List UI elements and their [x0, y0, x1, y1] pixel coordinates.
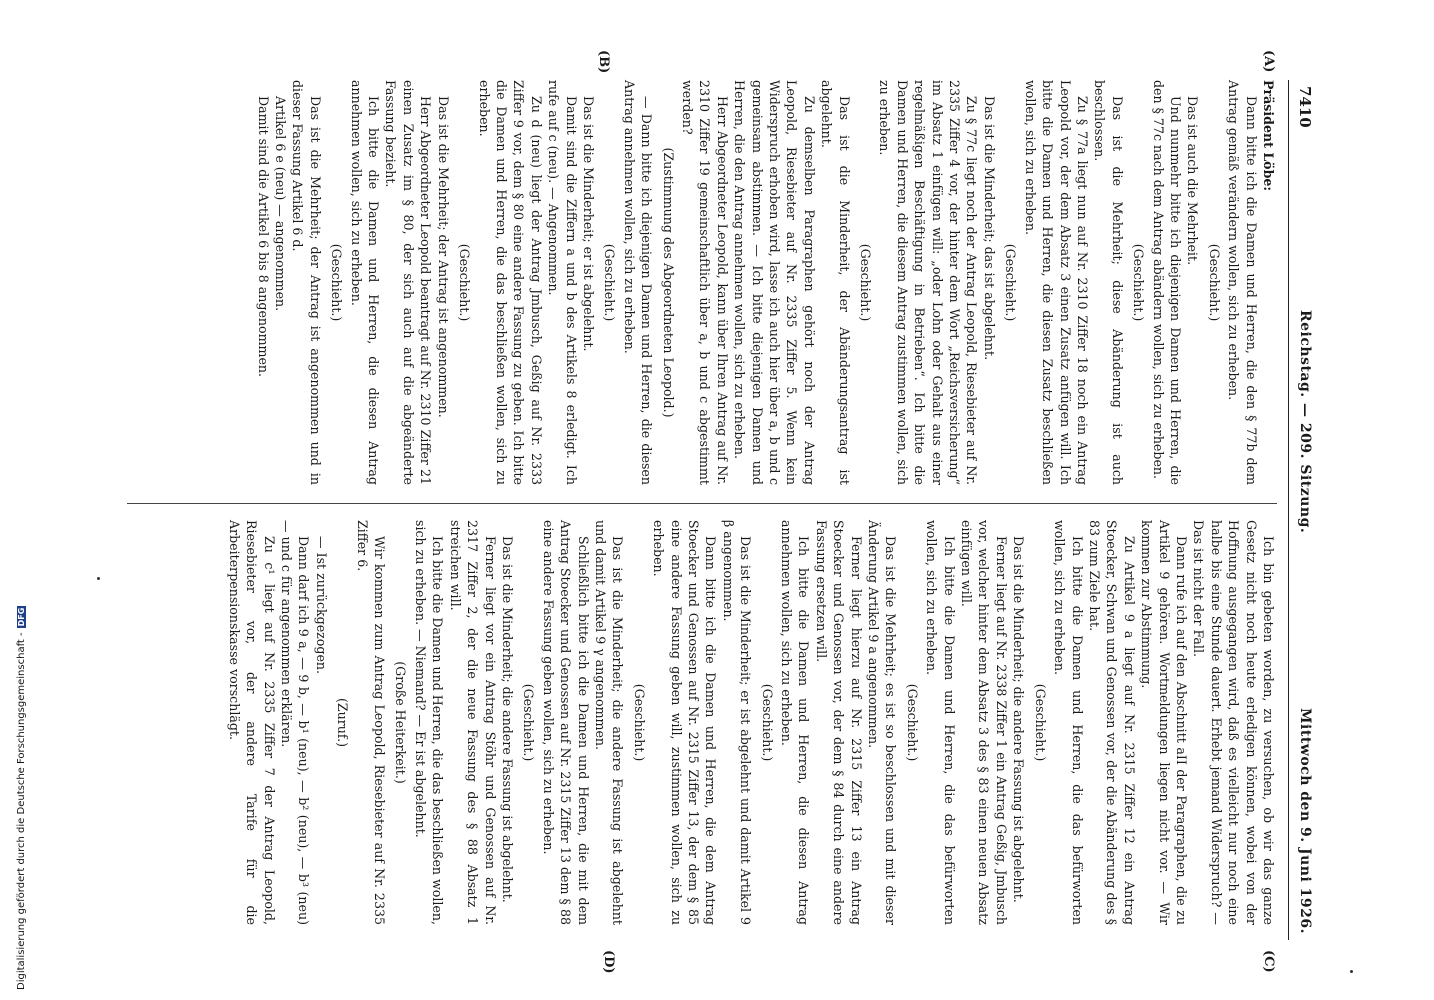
- paragraph: Dann bitte ich die Damen und Herren, die dem Antrag Stoecker und Genossen auf Nr. 2315 Ziffer 13, der dem § 85 eine andere Fassung geben will, zustimmen wollen, sich zu erheben.: [651, 520, 719, 925]
- digitization-footer: [0, 0, 27, 1000]
- paragraph: Dann bitte ich die Damen und Herren, die den § 77b dem Antrag gemäß verändern wollen, sich zu erheben.: [1226, 80, 1259, 485]
- remark: (Geschieht.): [602, 243, 618, 322]
- page-header: [1288, 80, 1317, 940]
- paragraph: Zu Artikel 9 a liegt auf Nr. 2315 Ziffer 12 ein Antrag Stoecker, Schwan und Genossen vor, der die Abänderung des § 83 zum Ziele hat.: [1086, 520, 1137, 925]
- remark: (Geschieht.): [1206, 243, 1222, 322]
- remark: (Geschieht.): [329, 243, 345, 322]
- paragraph: Das ist die Minderheit; die andere Fassung ist abgelehnt.: [499, 536, 515, 903]
- margin-marker-c: (C): [1261, 950, 1276, 973]
- header-date: Mittwoch den 9. Juni 1926.: [1297, 708, 1313, 934]
- paragraph: Ich bin gebeten worden, zu versuchen, ob wir das ganze Gesetz nicht noch heute erledigen können, wobei von der Hoffnung ausgegangen wird, daß es vielleicht nur noch eine halbe bis eine Stunde dauert. Erhebt jemand Widerspruch? — Das ist nicht der Fall.: [1191, 520, 1276, 925]
- speaker-label: Präsident Löbe:: [1261, 80, 1276, 192]
- paragraph: Ferner liegt auf Nr. 2338 Ziffer 1 ein Antrag Geßig, Jmbusch vor, welcher hinter dem Absatz 3 des § 83 einen neuen Absatz einfügen will.: [959, 520, 1009, 925]
- remark: (Geschieht.): [759, 683, 775, 762]
- paragraph: Ich bitte die Damen und Herren, die das befürworten wollen, sich zu erheben.: [924, 520, 957, 925]
- paragraph: Zu demselben Paragraphen gehört noch der Antrag Leopold, Riesebieter auf Nr. 2335 Ziffer 5. Wenn kein Widerspruch erhoben wird, lasse ich auch hier über a, b und c gemeinsam abstimmen. — Ich bitte diejenigen Damen und Herren, die den Antrag annehmen wollen, sich zu erheben.: [732, 80, 817, 485]
- remark: (Geschieht.): [1032, 683, 1048, 762]
- paragraph: Zu c¹ liegt auf Nr. 2335 Ziffer 7 der Antrag Leopold, Riesebieter vor, der andere Tarife für die Arbeiterpensionskasse vorschlägt.: [226, 520, 277, 925]
- header-session: Reichstag. — 209. Sitzung.: [1297, 310, 1313, 534]
- paragraph: Dann rufe ich auf den Abschnitt aII der Paragraphen, die zu Artikel 9 gehören. Wortmeldungen liegen nicht vor. — Wir kommen zur Abstimmung.: [1139, 520, 1189, 925]
- paragraph: Ich bitte die Damen und Herren, die das beschließen wollen, sich zu erheben. — Niemand? — Er ist abgelehnt.: [412, 520, 446, 925]
- paragraph: Damit sind die Artikel 6 bis 8 angenommen.: [255, 96, 271, 378]
- column-divider: [127, 503, 1277, 504]
- paragraph: — Dann bitte ich diejenigen Damen und Herren, die diesen Antrag annehmen wollen, sich zu erheben.: [621, 80, 655, 485]
- paragraph: Ich bitte die Damen und Herren, die das befürworten wollen, sich zu erheben.: [1052, 520, 1085, 925]
- paragraph: Damit sind die Ziffern a und b des Artikels 8 erledigt. Ich rufe auf c (neu). — Angenommen.: [546, 80, 579, 485]
- paragraph: — Ist zurückgezogen.: [313, 536, 329, 675]
- remark: (Zuruf.): [335, 697, 351, 748]
- paragraph: Das ist die Minderheit; die andere Fassung ist abgelehnt und damit Artikel 9 γ angenommen.: [592, 520, 626, 925]
- paragraph: Das ist die Minderheit; die andere Fassung ist abgelehnt.: [1011, 536, 1027, 903]
- margin-marker-d: (D): [601, 950, 616, 974]
- paragraph: Das ist die Mehrheit; diese Abänderung ist auch beschlossen.: [1092, 80, 1125, 485]
- paragraph: Das ist die Minderheit, der Abänderungsantrag ist abgelehnt.: [819, 80, 852, 485]
- scan-speck: [97, 577, 100, 580]
- footer-text: Digitalisierung gefördert durch die Deutsche Forschungsgemeinschaft -: [16, 632, 27, 990]
- left-column: [254, 80, 1277, 485]
- paragraph: Ferner liegt vor ein Antrag Stöhr und Genossen auf Nr. 2317 Ziffer 2, der die neue Fassung des § 88 Absatz 1 streichen will.: [447, 520, 498, 925]
- page-number: 7410: [1296, 86, 1314, 128]
- rotated-page: [107, 50, 1317, 974]
- remark: (Geschieht.): [457, 243, 473, 322]
- paragraph: Das ist die Mehrheit; der Antrag ist angenommen und in dieser Fassung Artikel 6 d.: [290, 80, 323, 485]
- margin-marker-a: (A): [1261, 50, 1276, 73]
- paragraph: Ich bitte die Damen und Herren, die diesen Antrag annehmen wollen, sich zu erheben.: [348, 80, 382, 485]
- paragraph: Und nunmehr bitte ich diejenigen Damen und Herren, die den § 77c nach dem Antrag abändern wollen, sich zu erheben.: [1150, 80, 1183, 485]
- paragraph: Wir kommen zum Antrag Leopold, Riesebieter auf Nr. 2335 Ziffer 6.: [354, 520, 388, 925]
- remark: (Geschieht.): [858, 243, 874, 322]
- remark: (Geschieht.): [521, 683, 537, 762]
- paragraph: Schließlich bitte ich die Damen und Herren, die mit dem Antrag Stoecker und Genossen auf Nr. 2315 Ziffer 13 dem § 88 eine andere Fassung geben wollen, sich zu erheben.: [540, 520, 591, 925]
- scan-speck: [1350, 970, 1353, 973]
- paragraph: Das ist die Minderheit; er ist abgelehnt.: [580, 96, 596, 352]
- margin-marker-b: (B): [596, 50, 611, 74]
- paragraph: Herr Abgeordneter Leopold beantragt auf Nr. 2310 Ziffer 21 einen Zusatz im § 80, der sich auch auf die abgeänderte Fassung bezieht.: [383, 80, 434, 485]
- remark: (Große Heiterkeit.): [393, 661, 409, 784]
- remark: (Geschieht.): [1003, 243, 1019, 322]
- paragraph: Das ist auch die Mehrheit.: [1185, 96, 1201, 266]
- paragraph: Das ist die Mehrheit; es ist so beschlossen und mit dieser Änderung Artikel 9 a angenommen.: [866, 520, 899, 925]
- paragraph: Das ist die Minderheit; er ist abgelehnt und damit Artikel 9 β angenommen.: [720, 520, 754, 925]
- remark: (Geschieht.): [631, 683, 647, 762]
- paragraph: Das ist die Mehrheit; der Antrag ist angenommen.: [435, 96, 451, 418]
- remark: (Geschieht.): [1131, 243, 1147, 322]
- dfg-logo: DFG: [17, 607, 26, 627]
- paragraph: Ich bitte die Damen und Herren, die diesen Antrag annehmen wollen, sich zu erheben.: [779, 520, 812, 925]
- paragraph: Artikel 6 e (neu) — angenommen.: [273, 96, 289, 312]
- paragraph: Das ist die Minderheit; das ist abgelehnt.: [981, 96, 997, 361]
- remark: (Zustimmung des Abgeordneten Leopold.): [660, 147, 676, 418]
- paragraph: Herr Abgeordneter Leopold, kann über Ihren Antrag auf Nr. 2310 Ziffer 19 gemeinschaftlich über a, b und c abgestimmt werden?: [680, 80, 730, 485]
- paragraph: Dann darf ich 9 a, — 9 b, — b¹ (neu), — b² (neu), — b³ (neu) — und c für angenommen erklären.: [279, 520, 312, 925]
- right-column: [225, 520, 1277, 925]
- remark: (Geschieht.): [904, 683, 920, 762]
- paragraph: Zu § 77a liegt nun auf Nr. 2310 Ziffer 18 noch ein Antrag Leopold vor, der dem Absatz 3 einen Zusatz anfügen will. Ich bitte die Damen und Herren, die diesen Zusatz beschließen wollen, sich zu erheben.: [1022, 80, 1090, 485]
- paragraph: Ferner liegt hierzu auf Nr. 2315 Ziffer 13 ein Antrag Stoecker und Genossen vor, der dem § 84 durch eine andere Fassung ersetzen will.: [813, 520, 864, 925]
- paragraph: Zu d (neu) liegt der Antrag Jmbusch, Geßig auf Nr. 2333 Ziffer 9 vor, dem § 80 eine andere Fassung zu geben. Ich bitte die Damen und Herren, die das beschließen wollen, sich zu erheben.: [476, 80, 544, 485]
- paragraph: Zu § 77c liegt noch der Antrag Leopold, Riesebieter auf Nr. 2335 Ziffer 4 vor, der hinter dem Wort „Reichsversicherung“ im Absatz 1 einfügen will: „oder Lohn oder Gehalt aus einer regelmäßigen Beschäftigung in Betrieben“. Ich bitte die Damen und Herren, die diesem Antrag zustimmen wollen, sich zu erheben.: [877, 80, 980, 485]
